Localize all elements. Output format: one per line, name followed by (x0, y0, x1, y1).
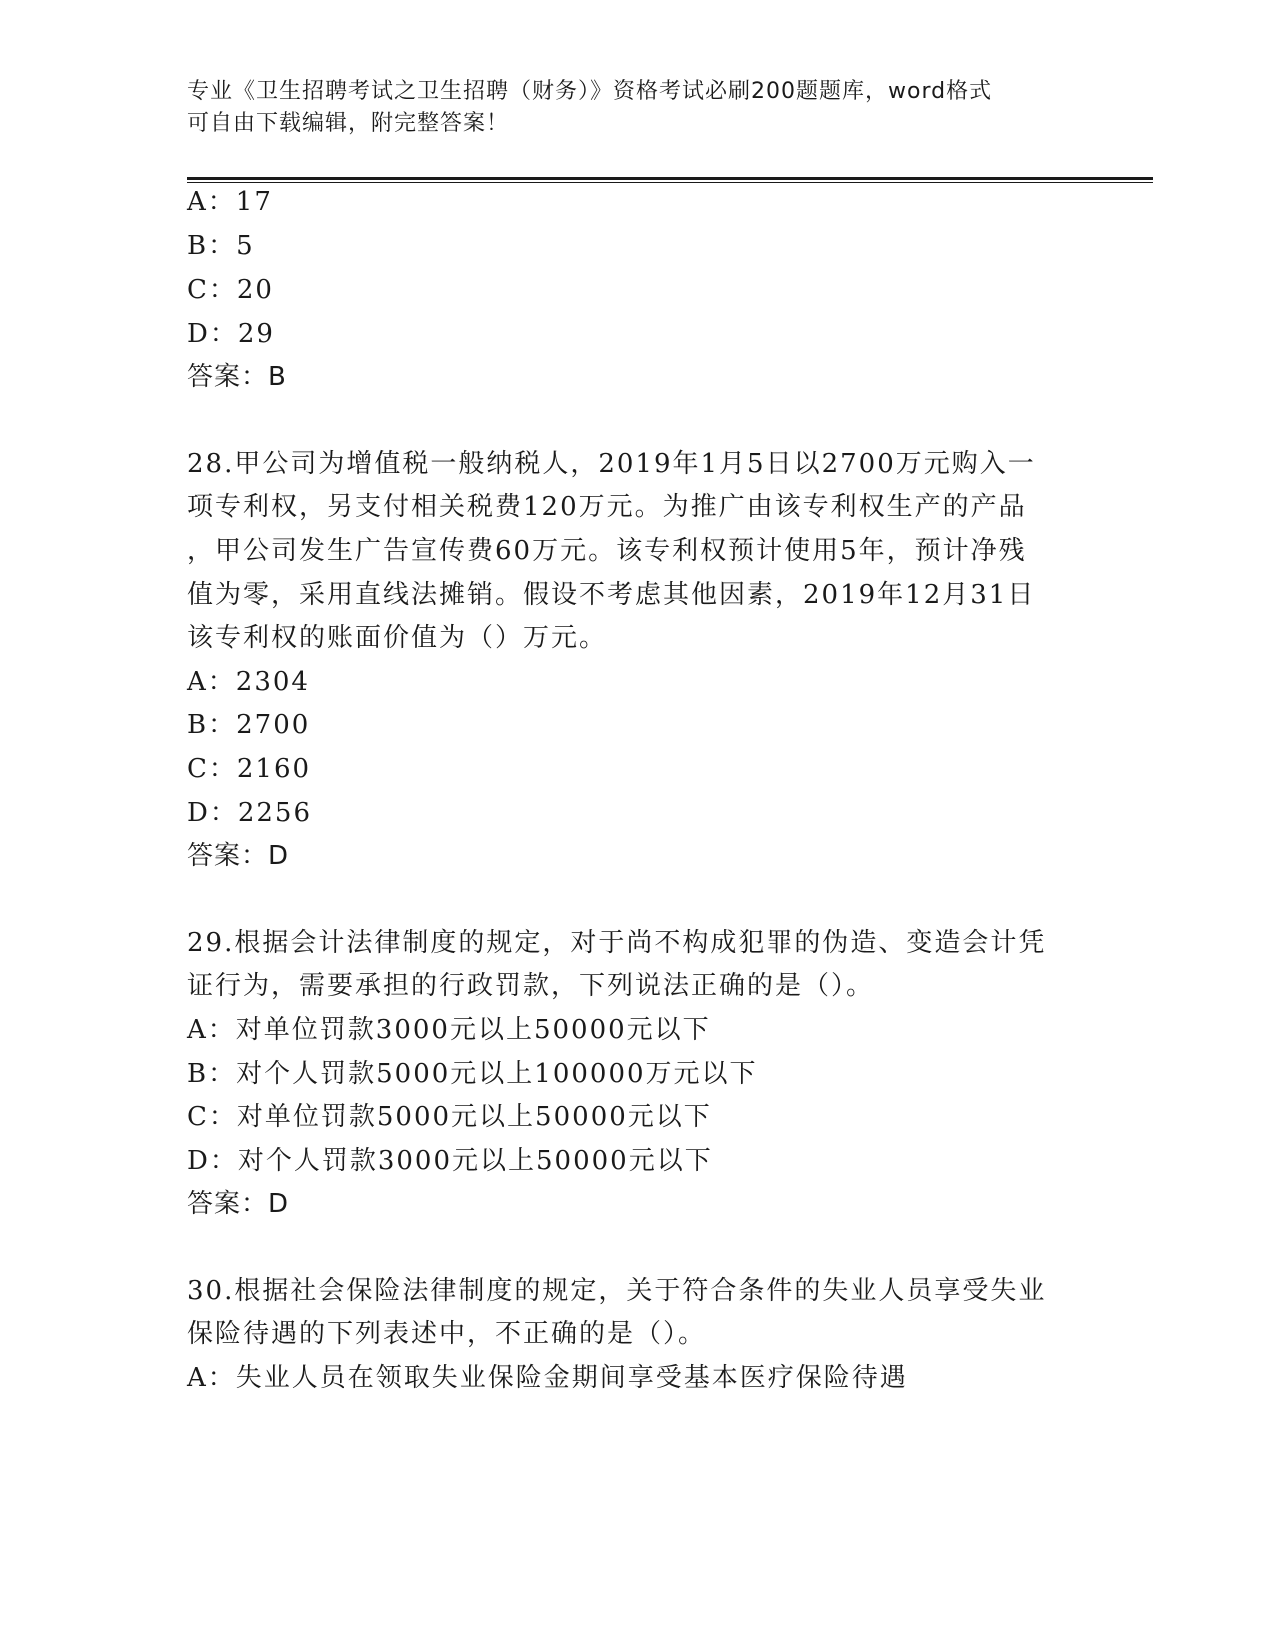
q28-option-b: B：2700 (187, 710, 311, 740)
q30-stem-line-1: 30.根据社会保险法律制度的规定，关于符合条件的失业人员享受失业 (187, 1276, 1047, 1306)
q27-option-c: C：20 (187, 275, 274, 305)
q29-option-b: B：对个人罚款5000元以上100000万元以下 (187, 1059, 758, 1089)
q29-stem-line-1: 29.根据会计法律制度的规定，对于尚不构成犯罪的伪造、变造会计凭 (187, 928, 1047, 958)
q27-option-a: A：17 (187, 187, 273, 217)
header-line-2: 可自由下载编辑，附完整答案！ (187, 111, 510, 136)
q28-stem-line-3: ，甲公司发生广告宣传费60万元。该专利权预计使用5年，预计净残 (187, 536, 1027, 566)
q28-answer: 答案：D (187, 841, 290, 871)
q29-answer: 答案：D (187, 1189, 290, 1219)
q29-option-c: C：对单位罚款5000元以上50000元以下 (187, 1102, 712, 1132)
header-rule-thin (187, 182, 1153, 183)
header-rule-thick (187, 177, 1153, 180)
q28-option-c: C：2160 (187, 754, 312, 784)
q28-stem-line-2: 项专利权，另支付相关税费120万元。为推广由该专利权生产的产品 (187, 492, 1027, 522)
q29-option-a: A：对单位罚款3000元以上50000元以下 (187, 1015, 711, 1045)
q28-option-a: A：2304 (187, 667, 310, 697)
q27-option-d: D：29 (187, 319, 275, 349)
q28-stem-line-4: 值为零，采用直线法摊销。假设不考虑其他因素，2019年12月31日 (187, 580, 1036, 610)
q28-stem-line-5: 该专利权的账面价值为（）万元。 (187, 623, 608, 653)
q27-answer: 答案：B (187, 362, 287, 392)
document-header (187, 76, 1087, 140)
q29-stem-line-2: 证行为，需要承担的行政罚款，下列说法正确的是（）。 (187, 971, 875, 1001)
header-line-1: 专业《卫生招聘考试之卫生招聘（财务）》资格考试必刷200题题库，word格式 (187, 79, 993, 104)
q30-option-a: A：失业人员在领取失业保险金期间享受基本医疗保险待遇 (187, 1363, 908, 1393)
q30-stem-line-2: 保险待遇的下列表述中，不正确的是（）。 (187, 1319, 707, 1349)
q28-option-d: D：2256 (187, 798, 313, 828)
q27-option-b: B：5 (187, 231, 255, 261)
q28-stem-line-1: 28.甲公司为增值税一般纳税人，2019年1月5日以2700万元购入一 (187, 449, 1036, 479)
q29-option-d: D：对个人罚款3000元以上50000元以下 (187, 1146, 713, 1176)
